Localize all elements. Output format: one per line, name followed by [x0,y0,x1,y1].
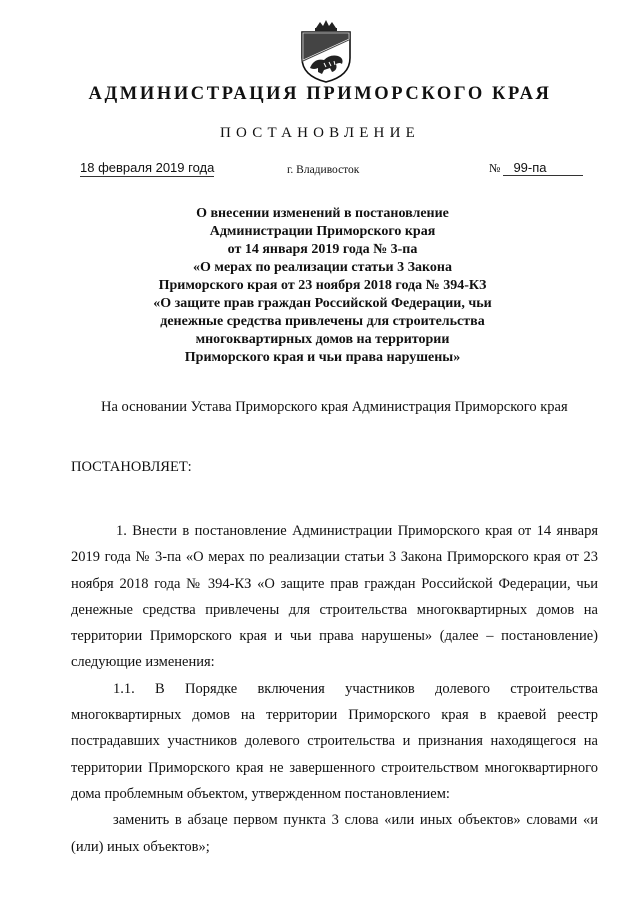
title-line: Администрации Приморского края [209,224,436,239]
basis-statement: На основании Устава Приморского края Администрация Приморского края [101,399,568,415]
paragraph: 1.1. В Порядке включения участников долевого строительства многоквартирных домов на территории Приморского края в краевой реестр пострадавших участников долевого строительства и признания находящегося на территории Приморского края не завершенного строительством многоквартирного дома проблемным объектом, утвержденном постановлением: [71,680,598,802]
title-line: Приморского края и чьи права нарушены» [184,350,461,365]
title-line: от 14 января 2019 года № 3-па [227,242,418,257]
resolve-heading: ПОСТАНОВЛЯЕТ: [71,459,192,475]
coat-of-arms-icon [294,18,358,84]
paragraph: заменить в абзаце первом пункта 3 слова «или иных объектов» словами «и (или) иных объектов»; [71,812,598,855]
document-date: 18 февраля 2019 года [80,160,215,175]
document-type: ПОСТАНОВЛЕНИЕ [220,125,420,141]
title-line: О внесении изменений в постановление [196,206,449,221]
title-line: Приморского края от 23 ноября 2018 года № 394-КЗ [158,278,487,293]
document-title [100,205,545,367]
number-value: 99-па [503,160,583,176]
document-city: г. Владивосток [287,164,360,176]
organization-name: АДМИНИСТРАЦИЯ ПРИМОРСКОГО КРАЯ [88,84,552,104]
number-sign: № [489,161,501,175]
document-body [71,518,598,860]
title-line: денежные средства привлечены для строительства [160,314,485,329]
title-line: многоквартирных домов на территории [195,332,450,347]
title-line: «О защите прав граждан Российской Федерации, чьи [153,296,492,311]
paragraph: 1. Внести в постановление Администрации Приморского края от 14 января 2019 года № 3-па «О мерах по реализации статьи 3 Закона Приморского края от 23 ноября 2018 года № 394-КЗ «О защите прав граждан Российской Федерации, чьи денежные средства привлечены для строительства многоквартирных домов на территории Приморского края и чьи права нарушены» (далее – постановление) следующие изменения: [71,523,598,671]
title-line: «О мерах по реализации статьи 3 Закона [193,260,452,275]
document-number [489,160,583,176]
